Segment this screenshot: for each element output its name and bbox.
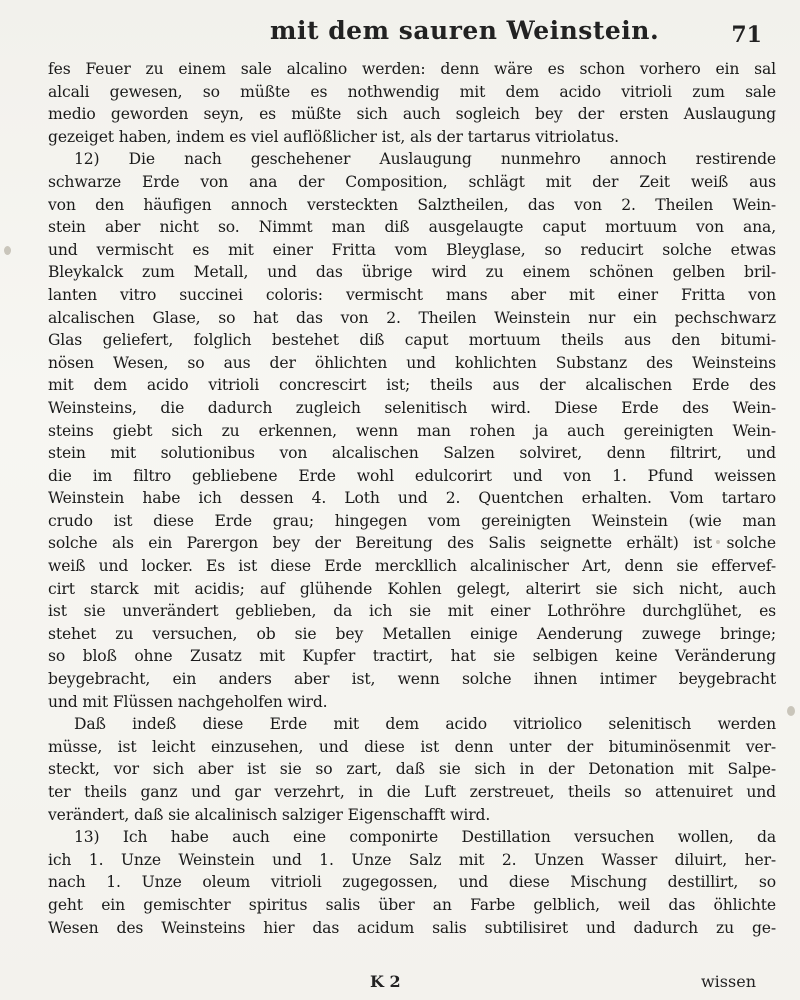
text-line: Glas geliefert, folglich bestehet diß caput mortuum theils aus den bitumi- — [48, 331, 776, 350]
body-text — [48, 58, 776, 939]
text-line: von den häufigen annoch versteckten Salztheilen, das von 2. Theilen Wein- — [48, 195, 776, 214]
text-line: Wesen des Weinsteins hier das acidum salis subtilisiret und dadurch zu ge- — [48, 918, 776, 937]
text-line: steins giebt sich zu erkennen, wenn man rohen ja auch gereinigten Wein- — [48, 421, 776, 440]
text-line: 13) Ich habe auch eine componirte Destillation versuchen wollen, da — [74, 828, 776, 847]
text-line: müsse, ist leicht einzusehen, und diese ist denn unter der bituminösenmit ver- — [48, 737, 776, 756]
text-line: steckt, vor sich aber ist sie so zart, daß sie sich in der Detonation mit Salpe- — [48, 760, 776, 779]
text-line: ich 1. Unze Weinstein und 1. Unze Salz mit 2. Unzen Wasser diluirt, her- — [48, 850, 776, 869]
text-line: crudo ist diese Erde grau; hingegen vom gereinigten Weinstein (wie man — [48, 511, 776, 530]
text-line: medio geworden seyn, es müßte sich auch sogleich bey der ersten Auslaugung — [48, 105, 776, 124]
text-line: und mit Flüssen nachgeholfen wird. — [48, 692, 328, 711]
text-line: fes Feuer zu einem sale alcalino werden: denn wäre es schon vorhero ein sal — [48, 60, 776, 78]
text-line: stein mit solutionibus von alcalischen Salzen solviret, denn filtrirt, und — [48, 444, 776, 463]
text-line: und vermischt es mit einer Fritta vom Bleyglase, so reducirt solche etwas — [48, 240, 776, 259]
text-line: nach 1. Unze oleum vitrioli zugegossen, und diese Mischung destillirt, so — [48, 873, 776, 892]
text-line: so bloß ohne Zusatz mit Kupfer tractirt, hat sie selbigen keine Veränderung — [48, 647, 776, 666]
catchword: wissen — [700, 972, 756, 991]
text-line: alcali gewesen, so müßte es nothwendig mit dem acido vitrioli zum sale — [48, 82, 776, 101]
running-title: mit dem sauren Weinstein. — [270, 16, 660, 45]
text-line: alcalischen Glase, so hat das von 2. Theilen Weinstein nur ein pechschwarz — [48, 308, 776, 327]
text-line: lanten vitro succinei coloris: vermischt mans aber mit einer Fritta von — [48, 285, 776, 304]
page-number: 71 — [731, 22, 762, 48]
text-line: verändert, daß sie alcalinisch salziger Eigenschafft wird. — [48, 805, 491, 824]
text-line: mit dem acido vitrioli concrescirt ist; theils aus der alcalischen Erde des — [48, 376, 776, 395]
text-line: ist sie unverändert geblieben, da ich sie mit einer Lothröhre durchglühet, es — [48, 602, 776, 621]
text-line: Bleykalck zum Metall, und das übrige wird zu einem schönen gelben bril- — [48, 263, 776, 282]
text-line: cirt starck mit acidis; auf glühende Kohlen gelegt, alterirt sie sich nicht, auch — [48, 579, 776, 598]
ink-spot — [4, 246, 11, 255]
signature-mark: K 2 — [370, 972, 401, 991]
running-head — [0, 8, 800, 48]
text-line: gezeiget haben, indem es viel auflößlicher ist, als der tartarus vitriolatus. — [48, 127, 619, 146]
text-line: stehet zu versuchen, ob sie bey Metallen einige Aenderung zuwege bringe; — [48, 624, 776, 643]
text-line: stein aber nicht so. Nimmt man diß ausgelaugte caput mortuum von ana, — [48, 218, 776, 237]
text-line: nösen Wesen, so aus der öhlichten und kohlichten Substanz des Weinsteins — [48, 353, 776, 372]
text-line: 12) Die nach geschehener Auslaugung nunmehro annoch restirende — [74, 150, 776, 169]
text-line: Daß indeß diese Erde mit dem acido vitriolico selenitisch werden — [74, 715, 776, 734]
text-line: beygebracht, ein anders aber ist, wenn solche ihnen intimer beygebracht — [48, 670, 776, 689]
text-line: schwarze Erde von ana der Composition, schlägt mit der Zeit weiß aus — [48, 172, 776, 191]
text-line: die im filtro gebliebene Erde wohl edulcorirt und von 1. Pfund weissen — [48, 466, 776, 485]
text-line: Weinstein habe ich dessen 4. Loth und 2. Quentchen erhalten. Vom tartaro — [48, 489, 776, 508]
text-line: ter theils ganz und gar verzehrt, in die Luft zerstreuet, theils so attenuiret und — [48, 783, 776, 801]
ink-spot — [716, 540, 720, 544]
text-line: Weinsteins, die dadurch zugleich selenitisch wird. Diese Erde des Wein- — [48, 398, 776, 417]
catchline — [0, 972, 800, 998]
text-line: solche als ein Parergon bey der Bereitung des Salis seignette erhält) ist solche — [48, 534, 776, 553]
text-line: weiß und locker. Es ist diese Erde merckllich alcalinischer Art, denn sie effervef- — [48, 557, 776, 576]
text-line: geht ein gemischter spiritus salis über an Farbe gelblich, weil das öhlichte — [48, 895, 776, 914]
ink-spot — [787, 706, 795, 716]
